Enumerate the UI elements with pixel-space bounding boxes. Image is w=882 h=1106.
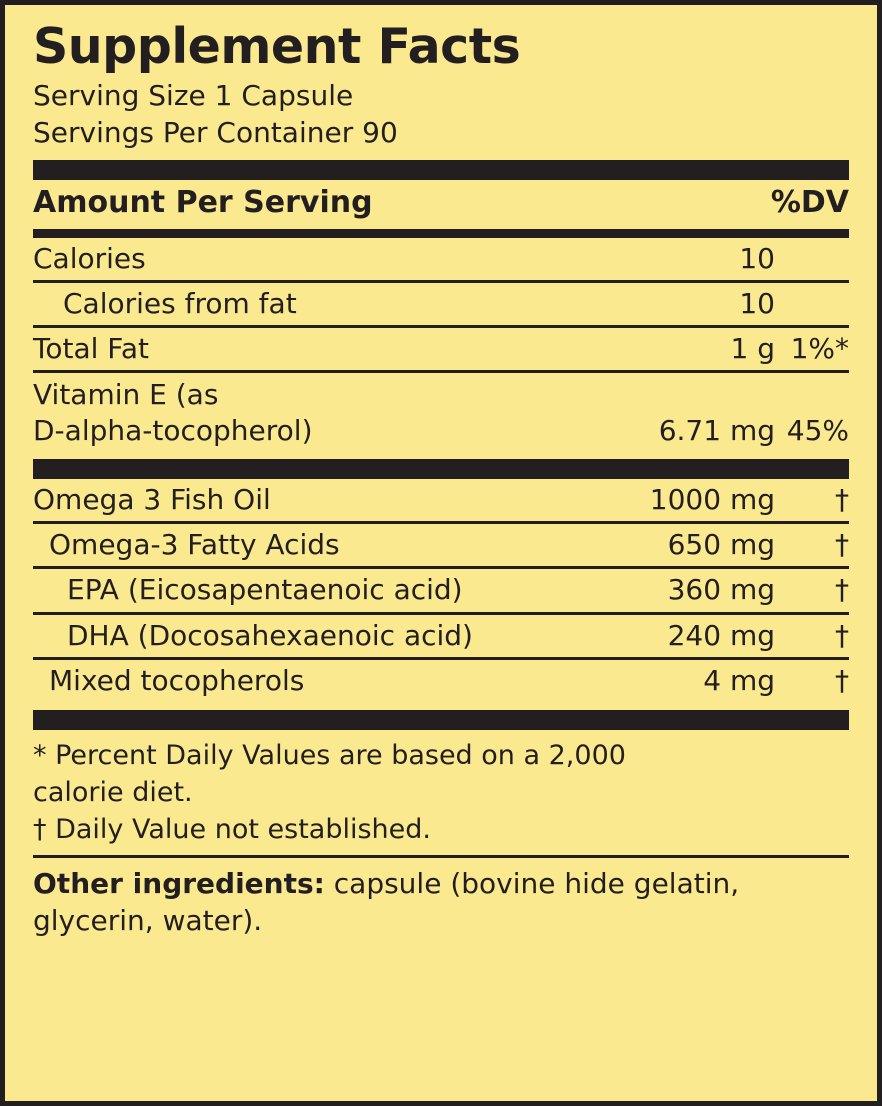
nutrient-amount: 4 mg: [703, 663, 775, 697]
table-header-row: [33, 180, 849, 229]
nutrient-name: Omega-3 Fatty Acids: [49, 528, 340, 562]
divider-thick-top: [33, 160, 849, 180]
nutrient-amount: 10: [739, 287, 775, 321]
page-title: Supplement Facts: [33, 18, 521, 75]
table-row: [33, 479, 849, 521]
nutrient-dv: †: [835, 483, 849, 517]
divider-thick-middle: [33, 459, 849, 479]
nutrient-amount: 360 mg: [667, 573, 775, 607]
nutrient-amount: 6.71 mg: [658, 414, 775, 448]
nutrient-amount: 1000 mg: [649, 483, 775, 517]
amount-per-serving-header: Amount Per Serving: [33, 185, 373, 221]
table-row: [33, 615, 849, 657]
other-ingredients: [33, 858, 849, 940]
other-ingredients-text: capsule (bovine hide gelatin, glycerin, water).: [33, 867, 740, 938]
nutrient-dv: †: [835, 618, 849, 652]
nutrient-amount: 1 g: [730, 332, 775, 366]
table-row: [33, 238, 849, 280]
table-row: [33, 328, 849, 370]
nutrient-amount: 10: [739, 241, 775, 275]
nutrient-dv: †: [835, 573, 849, 607]
nutrient-amount: 650 mg: [667, 528, 775, 562]
footnote-dagger: † Daily Value not established.: [33, 814, 431, 846]
divider-under-header: [33, 229, 849, 238]
nutrient-amount: 240 mg: [667, 618, 775, 652]
table-row: [33, 524, 849, 566]
table-row: [33, 373, 849, 451]
nutrient-name: Total Fat: [33, 332, 149, 366]
divider-thick-bottom: [33, 710, 849, 730]
footnote-dv-line1: * Percent Daily Values are based on a 2,000: [33, 739, 626, 771]
nutrient-dv: †: [835, 528, 849, 562]
nutrient-name: Omega 3 Fish Oil: [33, 483, 271, 517]
nutrient-name: Calories: [33, 241, 146, 275]
nutrient-name-line1: Vitamin E (as: [33, 378, 219, 412]
nutrient-name: EPA (Eicosapentaenoic acid): [67, 573, 463, 607]
nutrient-dv: 1%*: [790, 332, 849, 366]
table-row: [33, 283, 849, 325]
footnote-dv-line2: calorie diet.: [33, 776, 193, 808]
dv-header: %DV: [770, 185, 849, 221]
nutrient-name-line2: D-alpha-tocopherol): [33, 414, 313, 448]
servings-per-container: Servings Per Container 90: [33, 116, 398, 150]
table-row: [33, 569, 849, 611]
table-row: [33, 660, 849, 702]
nutrient-dv: 45%: [786, 414, 849, 448]
nutrient-name: Calories from fat: [63, 287, 297, 321]
nutrient-name: Mixed tocopherols: [49, 663, 305, 697]
serving-size: Serving Size 1 Capsule: [33, 79, 354, 113]
footnotes: [33, 730, 849, 855]
nutrient-dv: †: [835, 663, 849, 697]
other-ingredients-label: Other ingredients:: [33, 867, 325, 901]
nutrient-name: DHA (Docosahexaenoic acid): [67, 618, 473, 652]
